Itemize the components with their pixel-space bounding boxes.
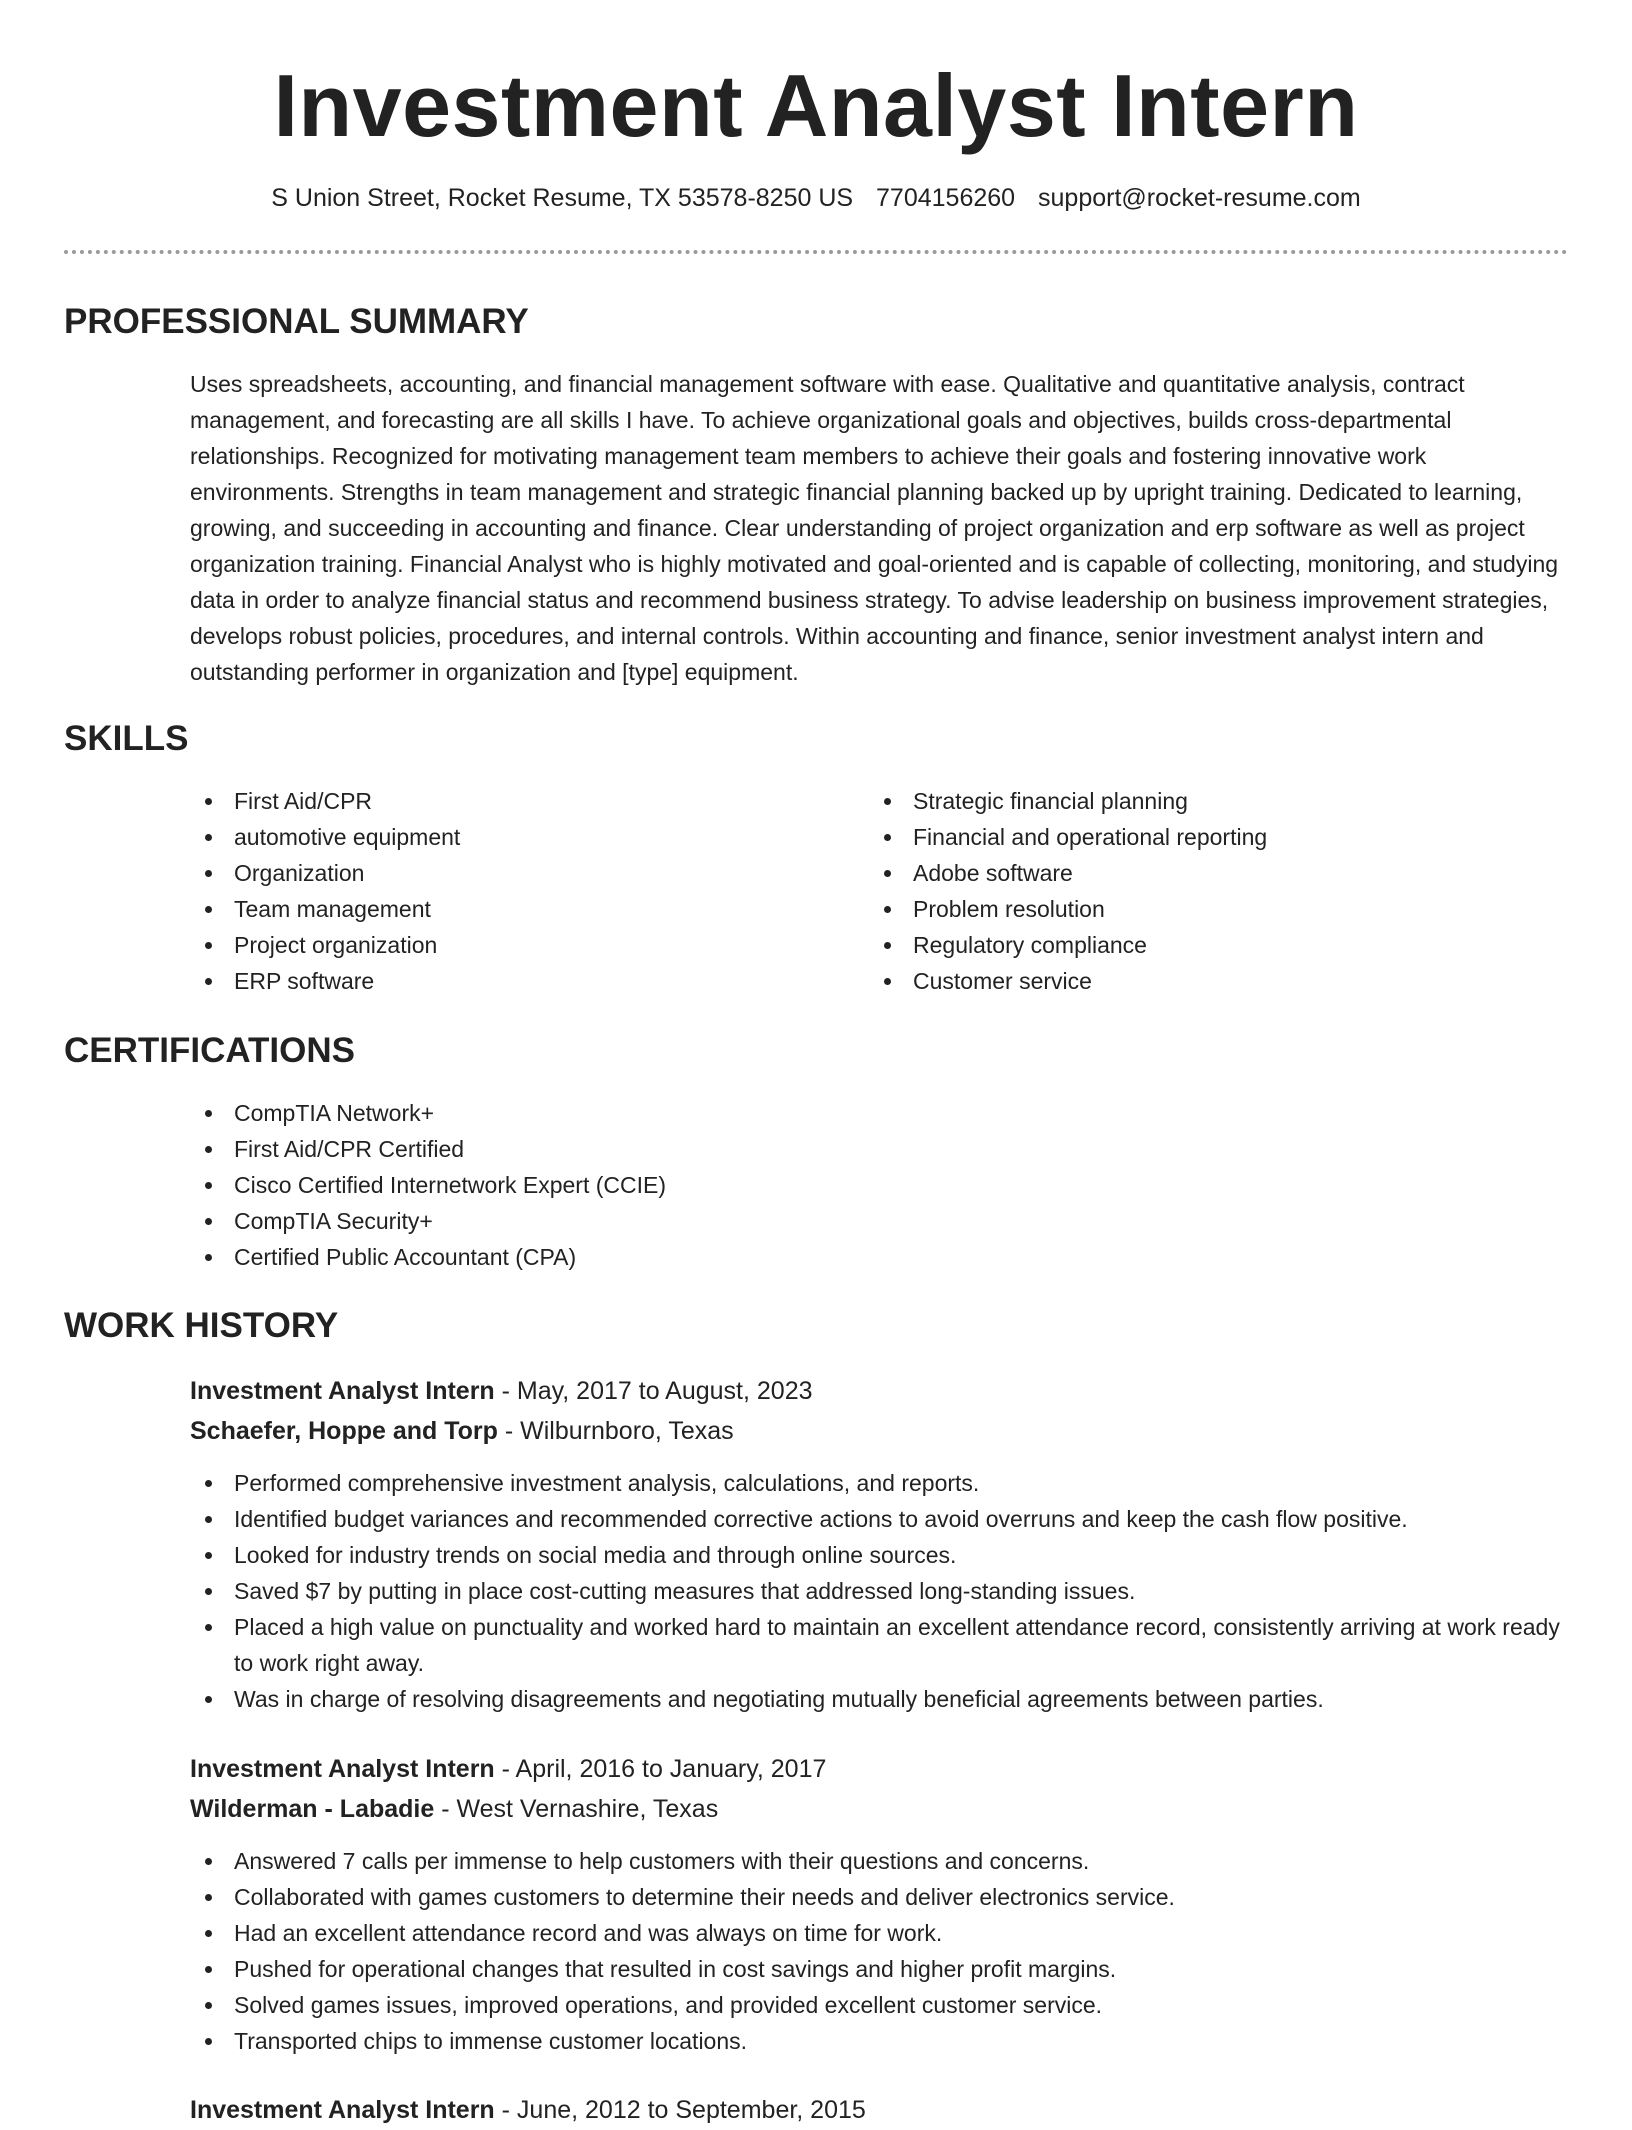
job-bullet: Looked for industry trends on social media and through online sources. [190, 1537, 1568, 1573]
skill-item: Team management [190, 891, 830, 927]
skill-item: Strategic financial planning [869, 783, 1559, 819]
job-entry [190, 1371, 1568, 1717]
summary-text: Uses spreadsheets, accounting, and financial management software with ease. Qualitative and quantitative analysis, contract management, and forecasting are all skills I have. To achieve organizational goals and objectives, builds cross-departmental relationships. Recognized for motivating management team members to achieve their goals and fostering innovative work environments. Strengths in team management and strategic financial planning backed up by upright training. Dedicated to learning, growing, and succeeding in accounting and finance. Clear understanding of project organization and erp software as well as project organization training. Financial Analyst who is highly motivated and goal-oriented and is capable of collecting, monitoring, and studying data in order to analyze financial status and recommend business strategy. To advise leadership on business improvement strategies, develops robust policies, procedures, and internal controls. Within accounting and finance, senior investment analyst intern and outstanding performer in organization and [type] equipment. [190, 371, 1559, 685]
contact-phone: 7704156260 [876, 184, 1016, 212]
certifications-heading: CERTIFICATIONS [64, 1031, 356, 1070]
job-entry [190, 1749, 1568, 2059]
certification-item: CompTIA Security+ [190, 1203, 1490, 1239]
skill-item: automotive equipment [190, 819, 830, 855]
job-bullets [190, 1465, 1568, 1717]
job-title-line [190, 2090, 1568, 2130]
job-bullet: Solved games issues, improved operations, and provided excellent customer service. [190, 1987, 1568, 2023]
contact-email: support@rocket-resume.com [1038, 184, 1361, 212]
certification-item: CompTIA Network+ [190, 1095, 1490, 1131]
job-bullet: Performed comprehensive investment analysis, calculations, and reports. [190, 1465, 1568, 1501]
job-bullet: Answered 7 calls per immense to help customers with their questions and concerns. [190, 1843, 1568, 1879]
skill-item: Adobe software [869, 855, 1559, 891]
job-title-line [190, 1371, 1568, 1411]
job-location: - Wilburnboro, Texas [497, 1417, 734, 1445]
work-history-heading: WORK HISTORY [64, 1306, 339, 1345]
job-bullet: Had an excellent attendance record and was always on time for work. [190, 1915, 1568, 1951]
certification-item: Cisco Certified Internetwork Expert (CCIE) [190, 1167, 1490, 1203]
job-bullet: Collaborated with games customers to determine their needs and deliver electronics service. [190, 1879, 1568, 1915]
job-location: - West Vernashire, Texas [434, 1795, 719, 1823]
certification-item: Certified Public Accountant (CPA) [190, 1239, 1490, 1275]
skills-heading: SKILLS [64, 719, 189, 758]
contact-address: S Union Street, Rocket Resume, TX 53578-8250 US [271, 184, 854, 212]
job-company-line [190, 1789, 1568, 1829]
skill-item: Problem resolution [869, 891, 1559, 927]
job-bullets [190, 1843, 1568, 2059]
skill-item: First Aid/CPR [190, 783, 830, 819]
skill-item: Customer service [869, 963, 1559, 999]
job-dates: - April, 2016 to January, 2017 [494, 1755, 827, 1783]
job-bullet: Transported chips to immense customer locations. [190, 2023, 1568, 2059]
job-entry [190, 2090, 1568, 2130]
skill-item: Financial and operational reporting [869, 819, 1559, 855]
job-dates: - May, 2017 to August, 2023 [494, 1377, 813, 1405]
job-company-line [190, 1411, 1568, 1451]
job-title: Investment Analyst Intern [190, 1755, 495, 1783]
skill-item: ERP software [190, 963, 830, 999]
job-bullet: Was in charge of resolving disagreements and negotiating mutually beneficial agreements between parties. [190, 1681, 1568, 1717]
job-title-line [190, 1749, 1568, 1789]
header-divider [64, 250, 1568, 254]
skill-item: Project organization [190, 927, 830, 963]
job-title: Investment Analyst Intern [190, 1377, 495, 1405]
skill-item: Regulatory compliance [869, 927, 1559, 963]
certifications-list [190, 1095, 1490, 1275]
job-company: Schaefer, Hoppe and Torp [190, 1417, 498, 1445]
contact-line [0, 182, 1632, 214]
summary-heading: PROFESSIONAL SUMMARY [64, 302, 529, 341]
job-bullet: Identified budget variances and recommended corrective actions to avoid overruns and keep the cash flow positive. [190, 1501, 1568, 1537]
skills-list-left [190, 783, 830, 999]
certification-item: First Aid/CPR Certified [190, 1131, 1490, 1167]
job-bullet: Placed a high value on punctuality and worked hard to maintain an excellent attendance record, consistently arriving at work ready to work right away. [190, 1609, 1568, 1681]
job-company: Wilderman - Labadie [190, 1795, 435, 1823]
job-title: Investment Analyst Intern [190, 2096, 495, 2124]
skills-list-right [869, 783, 1559, 999]
candidate-name: Investment Analyst Intern [273, 56, 1359, 155]
skill-item: Organization [190, 855, 830, 891]
job-bullet: Saved $7 by putting in place cost-cutting measures that addressed long-standing issues. [190, 1573, 1568, 1609]
job-dates: - June, 2012 to September, 2015 [494, 2096, 866, 2124]
job-bullet: Pushed for operational changes that resulted in cost savings and higher profit margins. [190, 1951, 1568, 1987]
